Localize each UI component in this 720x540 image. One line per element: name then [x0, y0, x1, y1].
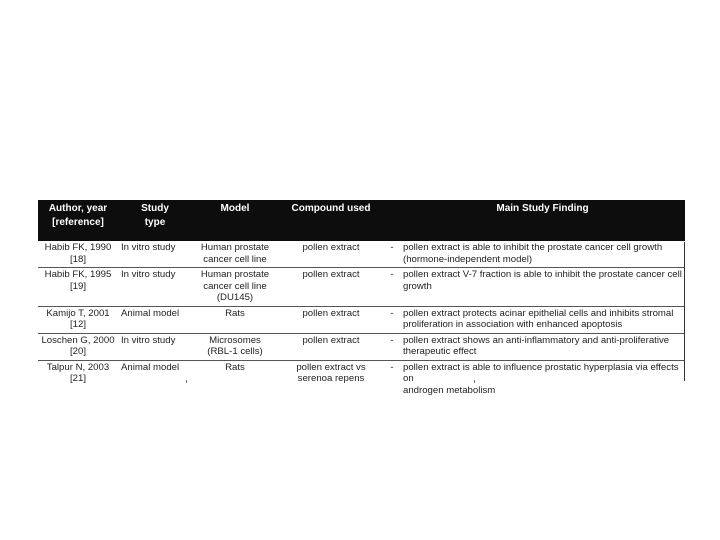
table-row — [38, 241, 685, 268]
cell-finding: pollen extract is able to influence prostatic hyperplasia via effects on androgen metabolism — [403, 361, 679, 396]
cell-model: Rats — [225, 361, 245, 373]
cell-dash: - — [384, 268, 400, 307]
header-main-study-finding: Main Study Finding — [400, 200, 685, 241]
cell-study-type: Animal model — [121, 361, 180, 373]
header-study-type: Study type — [118, 200, 192, 241]
cell-finding: pollen extract is able to inhibit the prostate cancer cell growth (hormone-independent model) — [400, 241, 685, 268]
cell-author: Habib FK, 1995 [19] — [38, 268, 118, 307]
cell-finding: pollen extract protects acinar epithelial cells and inhibits stromal proliferation in association with enhanced apoptosis — [400, 306, 685, 333]
header-dash — [384, 200, 400, 241]
table-row — [38, 268, 685, 307]
cell-dash: - — [384, 306, 400, 333]
cell-dash: - — [384, 333, 400, 360]
cell-study-type: Animal model — [118, 306, 192, 333]
study-table-container — [38, 200, 685, 398]
cell-model: Human prostate cancer cell line (DU145) — [192, 268, 278, 307]
study-table — [38, 200, 685, 398]
cell-compound: pollen extract — [278, 268, 384, 307]
cell-compound: pollen extract — [278, 241, 384, 268]
cell-compound: pollen extract vs serenoa repens — [296, 361, 366, 384]
cell-author: Loschen G, 2000 [20] — [38, 333, 118, 360]
cell-model: Human prostate cancer cell line — [192, 241, 278, 268]
cell-model: Microsomes (RBL-1 cells) — [192, 333, 278, 360]
cell-author: Habib FK, 1990 [18] — [38, 241, 118, 268]
table-header-row — [38, 200, 685, 241]
header-compound-used: Compound used — [278, 200, 384, 241]
cell-study-type: In vitro study — [118, 268, 192, 307]
cell-dash: - — [384, 241, 400, 268]
table-row — [38, 306, 685, 333]
column-tick-mark — [474, 380, 475, 383]
table-row — [38, 333, 685, 360]
cell-study-type: In vitro study — [118, 333, 192, 360]
header-author-year: Author, year [reference] — [38, 200, 118, 241]
cell-study-type: In vitro study — [118, 241, 192, 268]
cell-model: Rats — [192, 306, 278, 333]
cell-author: Kamijo T, 2001 [12] — [38, 306, 118, 333]
table-row — [38, 360, 685, 398]
header-model: Model — [192, 200, 278, 241]
cell-finding: pollen extract V-7 fraction is able to inhibit the prostate cancer cell growth — [400, 268, 685, 307]
cell-compound: pollen extract — [278, 306, 384, 333]
table-right-border — [684, 242, 685, 381]
cell-finding: pollen extract shows an anti-inflammatory and anti-proliferative therapeutic effect — [400, 333, 685, 360]
cell-dash: - — [390, 361, 394, 373]
cell-author: Talpur N, 2003 [21] — [46, 361, 110, 384]
cell-compound: pollen extract — [278, 333, 384, 360]
column-tick-mark — [186, 380, 187, 383]
